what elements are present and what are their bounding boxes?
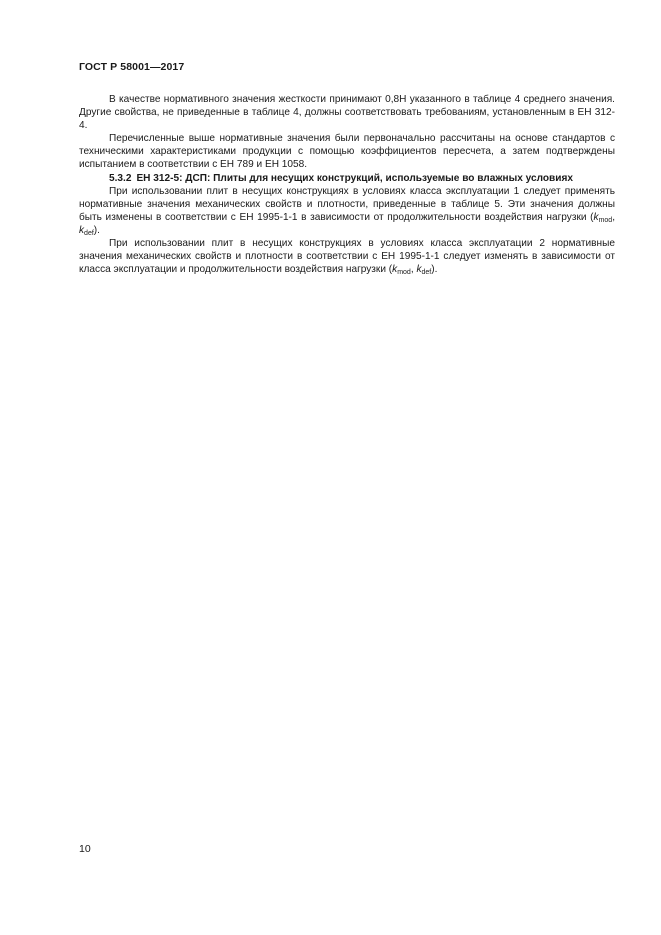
subscript-mod: mod xyxy=(397,269,411,276)
closing-punctuation: ). xyxy=(431,264,438,275)
closing-punctuation: ). xyxy=(93,225,100,236)
paragraph-normative-values: Перечисленные выше нормативные значения были первоначально рассчитаны на основе стандартов с техническими характеристиками продукции с помощью коэффициентов пересчета, а затем подтверждены испытанием в соответствии с ЕН 789 и ЕН 1058. xyxy=(79,133,615,170)
paragraph-service-class-2-text: При использовании плит в несущих конструкциях в условиях класса эксплуатации 2 нормативные значения механических свойств и плотности в соответствии с ЕН 1995-1-1 следует изменять в зависимости от класса эксплуатации и продолжительности воздействия нагрузки ( xyxy=(79,238,615,275)
k-symbol: k xyxy=(392,264,398,275)
document-body xyxy=(79,93,615,276)
separator: , xyxy=(612,212,615,223)
paragraph-stiffness: В качестве нормативного значения жесткости принимают 0,8Н указанного в таблице 4 среднего значения. Другие свойства, не приведенные в таблице 4, должны соответствовать требованиям, установленным в ЕН 312-4. xyxy=(79,94,615,131)
paragraph-service-class-2 xyxy=(79,237,615,276)
page-number: 10 xyxy=(79,843,91,855)
paragraph-service-class-1-text: При использовании плит в несущих конструкциях в условиях класса эксплуатации 1 следует применять нормативные значения механических свойств и плотности, приведенные в таблице 5. Эти значения должны быть изменены в соответствии с ЕН 1995-1-1 в зависимости от продолжительности воздействия нагрузки ( xyxy=(79,186,615,223)
k-symbol: k xyxy=(416,264,422,275)
paragraph-service-class-1 xyxy=(79,185,615,237)
k-symbol: k xyxy=(79,225,85,236)
subscript-def: def xyxy=(421,269,432,276)
section-number: 5.3.2 xyxy=(109,173,132,184)
section-heading xyxy=(79,172,615,185)
document-header-code: ГОСТ Р 58001—2017 xyxy=(79,61,185,73)
section-title: ЕН 312-5: ДСП: Плиты для несущих конструкций, используемые во влажных условиях xyxy=(136,173,573,184)
subscript-mod: mod xyxy=(598,217,613,224)
k-symbol: k xyxy=(593,212,599,223)
separator: , xyxy=(410,264,417,275)
subscript-def: def xyxy=(84,230,94,237)
